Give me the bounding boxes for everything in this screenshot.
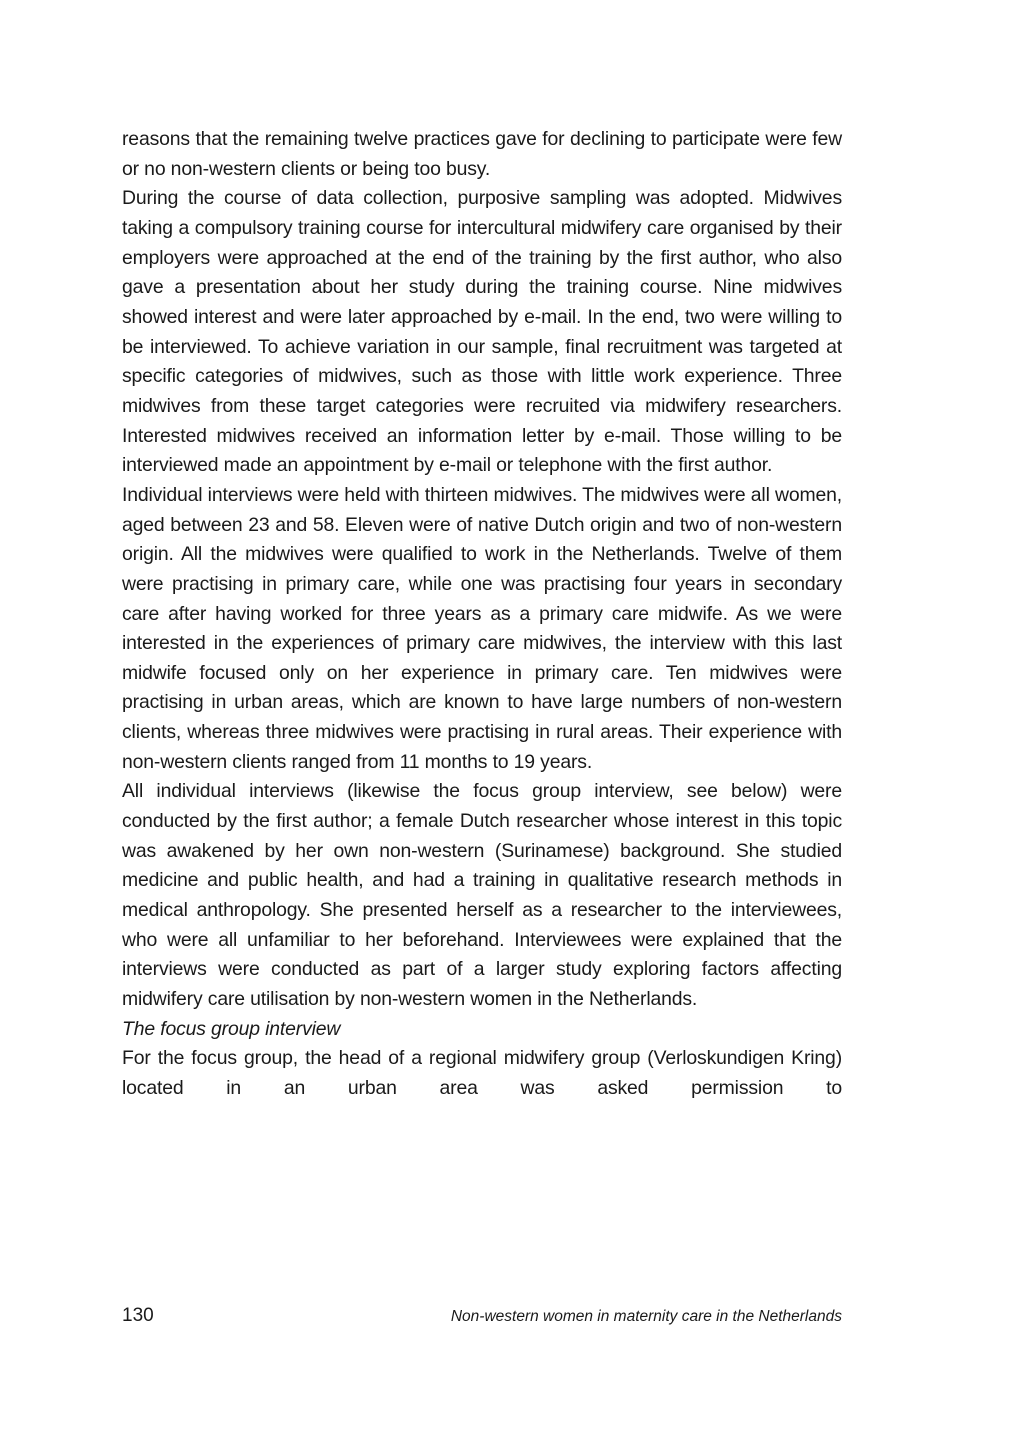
running-title: Non-western women in maternity care in the Netherlands — [450, 1308, 842, 1325]
paragraph-sampling: During the course of data collection, purposive sampling was adopted. Midwives taking a compulsory training course for intercultural midwifery care organised by their employers were approached at the end of the training by the first author, who also gave a presentation about her study during the training course. Nine midwives showed interest and were later approached by e-mail. In the end, two were willing to be interviewed. To achieve variation in our sample, final recruitment was targeted at specific categories of midwives, such as those with little work experience. Three midwives from these target categories were recruited via midwifery researchers. Interested midwives received an information letter by e-mail. Those willing to be interviewed made an appointment by e-mail or telephone with the first author. — [122, 187, 842, 477]
section-subheading: The focus group interview — [122, 1017, 341, 1040]
paragraph-focus-group: For the focus group, the head of a regional midwifery group (Verloskundigen Kring) located in an urban area was asked permission to — [122, 1047, 842, 1099]
paragraph-interviewer: All individual interviews (likewise the focus group interview, see below) were conducted by the first author; a female Dutch researcher whose interest in this topic was awakened by her own non-western (Surinamese) background. She studied medicine and public health, and had a training in qualitative research methods in medical anthropology. She presented herself as a researcher to the interviewees, who were all unfamiliar to her beforehand. Interviewees were explained that the interviews were conducted as part of a larger study exploring factors affecting midwifery care utilisation by non-western women in the Netherlands. — [122, 780, 842, 1011]
body-text — [122, 125, 842, 1104]
paragraph-continued: reasons that the remaining twelve practices gave for declining to participate were few or no non-western clients or being too busy. — [122, 128, 842, 180]
page-number: 130 — [122, 1305, 154, 1326]
paragraph-participants: Individual interviews were held with thirteen midwives. The midwives were all women, aged between 23 and 58. Eleven were of native Dutch origin and two of non-western origin. All the midwives were qualified to work in the Netherlands. Twelve of them were practising in primary care, while one was practising four years in secondary care after having worked for three years as a primary care midwife. As we were interested in the experiences of primary care midwives, the interview with this last midwife focused only on her experience in primary care. Ten midwives were practising in urban areas, which are known to have large numbers of non-western clients, whereas three midwives were practising in rural areas. Their experience with non-western clients ranged from 11 months to 19 years. — [122, 483, 842, 773]
